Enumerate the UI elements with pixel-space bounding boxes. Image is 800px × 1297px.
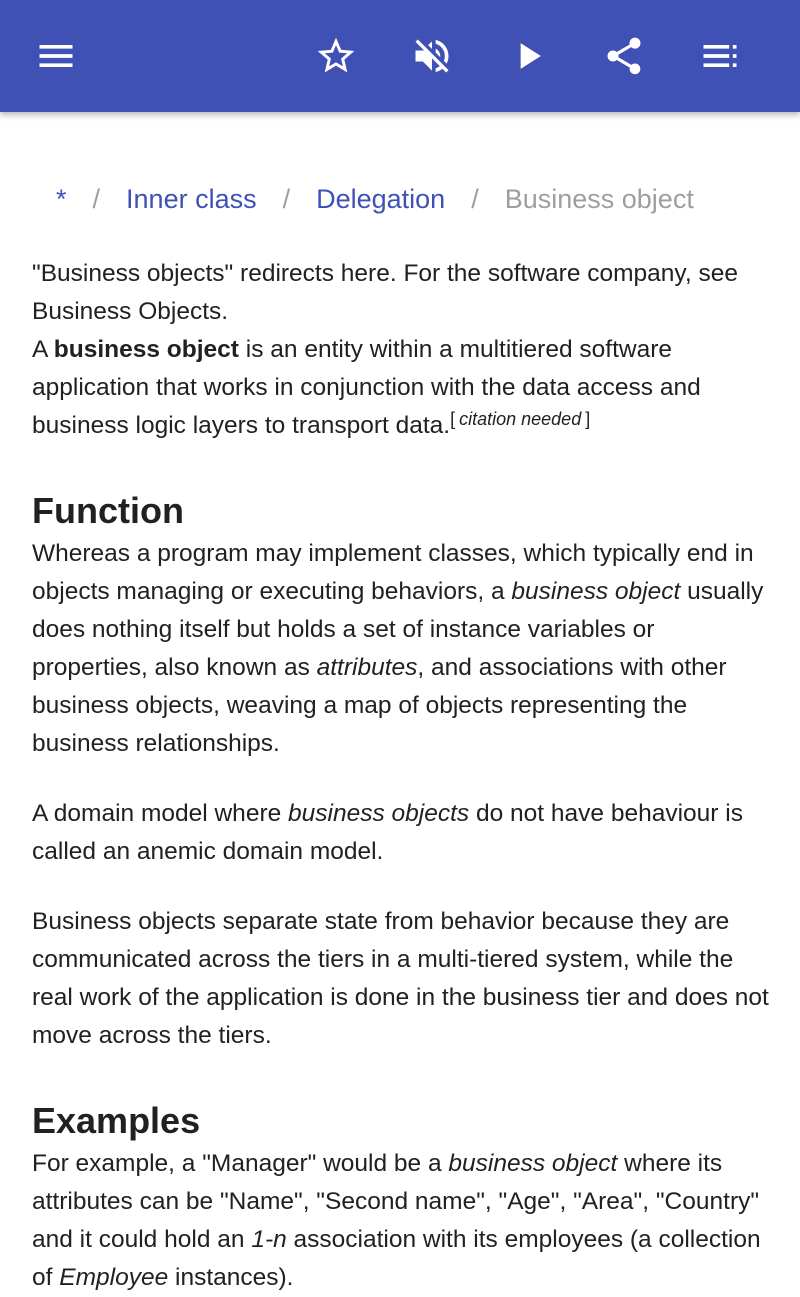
app-bar (0, 0, 800, 112)
play-icon (506, 34, 550, 78)
breadcrumb-separator: / (471, 184, 479, 214)
examples-paragraph-1: For example, a "Manager" would be a business object where its attributes can be "Name", "Second name", "Age", "Area", "Country" and it could hold an 1-n association with its employees (a collection of Employee instances). (32, 1150, 761, 1291)
function-paragraph-2: A domain model where business objects do not have behaviour is called an anemic domain model. (32, 800, 743, 865)
playlist-icon (698, 34, 742, 78)
function-paragraph-3: Business objects separate state from behavior because they are communicated across the tiers in a multi-tiered system, while the real work of the application is done in the business tier and does not move across the tiers. (32, 908, 769, 1049)
section-heading-function: Function (32, 490, 184, 531)
function-paragraph-1: Whereas a program may implement classes, which typically end in objects managing or executing behaviors, a business object usually does nothing itself but holds a set of instance variables or properties, also known as attributes, and associations with other business objects, weaving a map of objects representing the business relationships. (32, 540, 764, 757)
breadcrumb-current: Business object (504, 184, 694, 214)
breadcrumb-item-delegation[interactable]: Delegation (316, 184, 446, 214)
breadcrumb-separator: / (282, 184, 291, 214)
intro-paragraph: A business object is an entity within a multitiered software application that works in conjunction with the data access and business logic layers to transport data.[ citation needed ] (32, 336, 701, 439)
breadcrumb-item-inner-class[interactable]: Inner class (126, 184, 257, 214)
share-button[interactable] (592, 24, 656, 88)
bookmark-button[interactable] (304, 24, 368, 88)
star-outline-icon (314, 34, 358, 78)
article-body (32, 255, 772, 1297)
breadcrumb-home[interactable]: * (56, 184, 67, 214)
hamburger-menu-icon (34, 34, 78, 78)
table-of-contents-button[interactable] (688, 24, 752, 88)
citation-needed[interactable]: [ citation needed ] (450, 409, 591, 429)
mute-button[interactable] (400, 24, 464, 88)
breadcrumb-separator: / (92, 184, 101, 214)
breadcrumb (56, 182, 694, 216)
play-button[interactable] (496, 24, 560, 88)
menu-button[interactable] (24, 24, 88, 88)
share-icon (602, 34, 646, 78)
intro-term: business object (53, 336, 239, 363)
section-heading-examples: Examples (32, 1100, 201, 1141)
hatnote: "Business objects" redirects here. For the software company, see Business Objects. (32, 260, 738, 325)
volume-off-icon (410, 34, 454, 78)
